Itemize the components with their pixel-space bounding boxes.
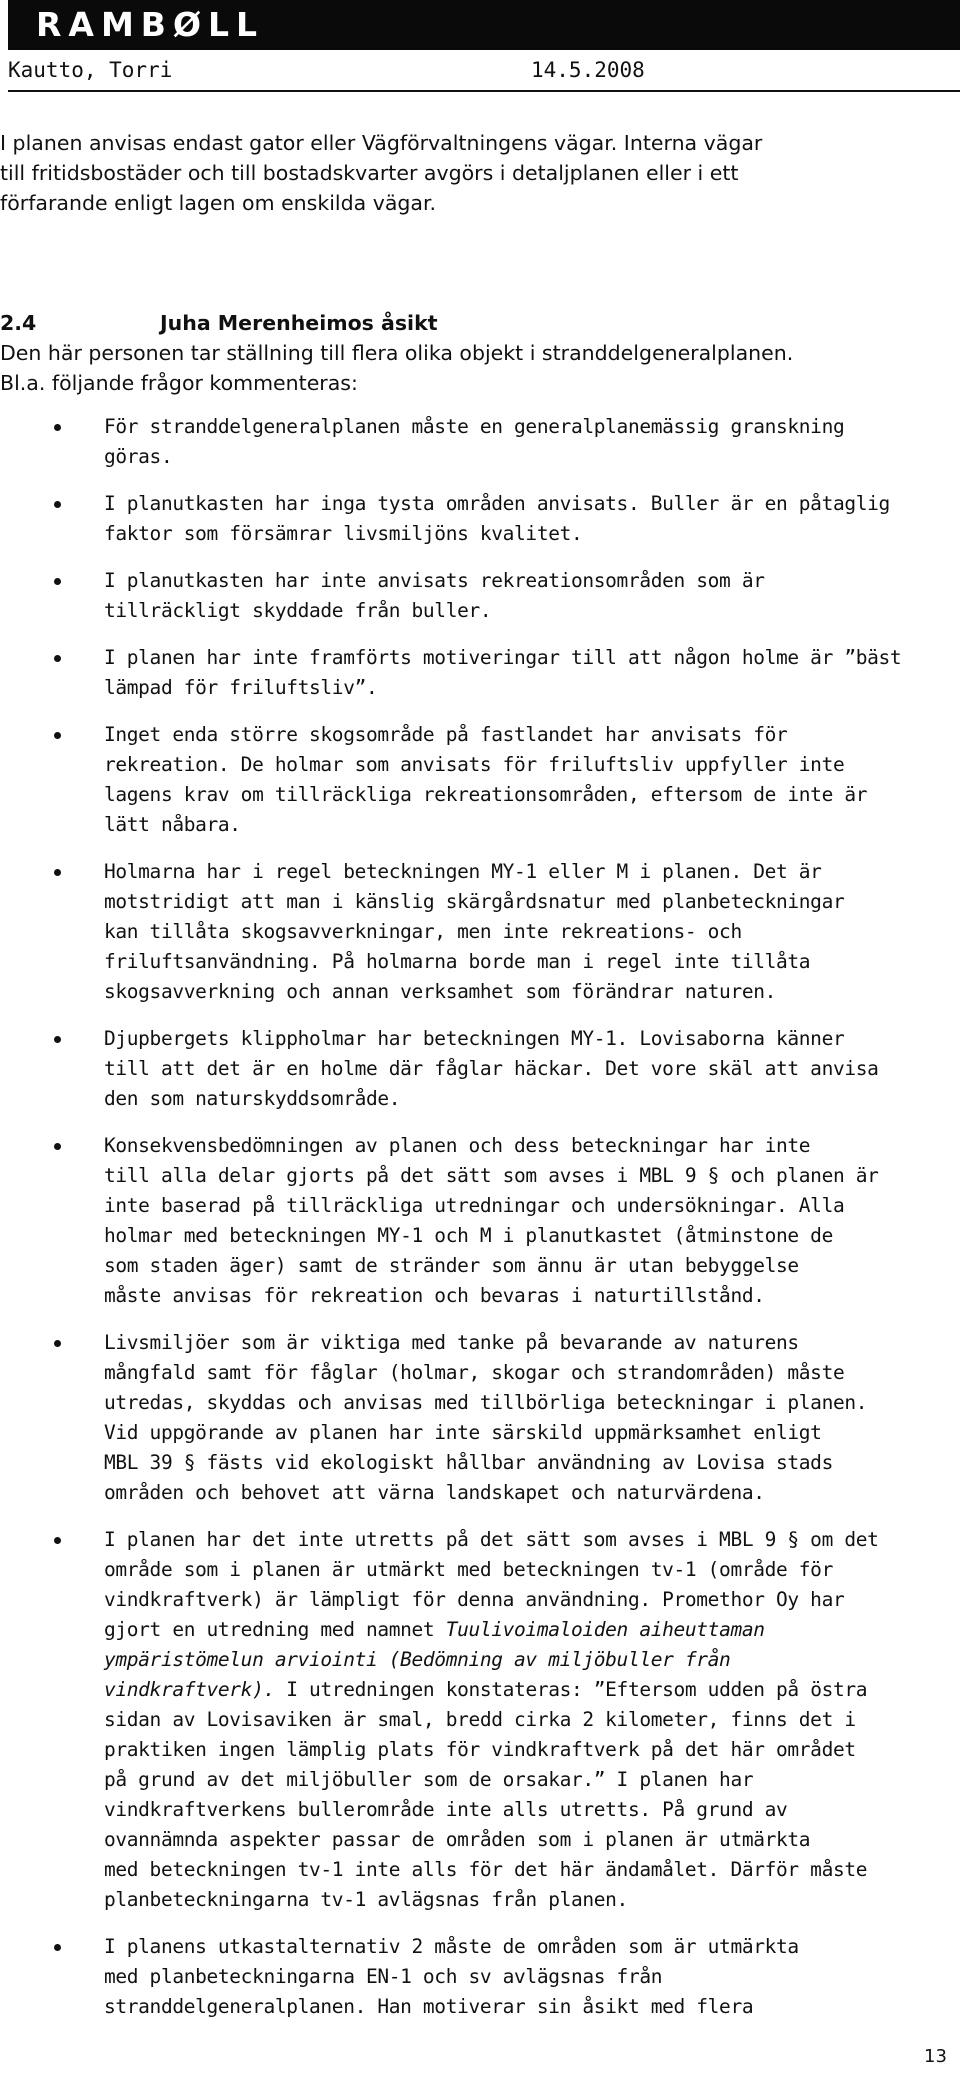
list-item-text: I planens utkastalternativ 2 måste de områden som är utmärkta med planbeteckningarna EN-1 och sv avlägsnas från stranddelgeneralplanen. Han motiverar sin åsikt med flera [104, 1935, 799, 2018]
header-author: Kautto, Torri [8, 58, 173, 82]
section-number: 2.4 [0, 311, 37, 335]
bullet-icon [54, 1537, 61, 1544]
list-item [0, 1932, 960, 2022]
list-item-text-vindkraft [104, 1525, 960, 1915]
list-item-text: I planen har inte framförts motiveringar till att någon holme är ”bäst lämpad för friluftsliv”. [104, 646, 902, 699]
list-item-text: Inget enda större skogsområde på fastlandet har anvisats för rekreation. De holmar som anvisats för friluftsliv uppfyller inte lagens krav om tillräckliga rekreationsområden, eftersom de inte är lätt nåbara. [104, 723, 868, 836]
list-item [0, 857, 960, 1007]
bullet-icon [54, 1944, 61, 1951]
page-header [8, 0, 960, 95]
intro-paragraph: I planen anvisas endast gator eller Vägförvaltningens vägar. Interna vägar till fritidsbostäder och till bostadskvarter avgörs i detaljplanen eller i ett förfarande enligt lagen om enskilda vägar. [0, 131, 763, 215]
list-item [0, 1024, 960, 1114]
bullet-icon [54, 1143, 61, 1150]
list-item-text: I planutkasten har inga tysta områden anvisats. Buller är en påtaglig faktor som försämrar livsmiljöns kvalitet. [104, 492, 890, 545]
section-title: Juha Merenheimos åsikt [160, 311, 438, 335]
bullet-icon [54, 869, 61, 876]
ramboll-logo-bar [8, 0, 960, 50]
list-item [0, 1131, 960, 1311]
vindkraft-text-part1: I planen har det inte utretts på det sätt som avses i MBL 9 § om det område som i planen är utmärkt med beteckningen tv-1 (område för vindkraftverk) är lämpligt för denna användning. Promethor Oy har gjort en utredning med namnet [104, 1528, 879, 1641]
header-divider [8, 90, 960, 92]
document-body [0, 128, 960, 2039]
bullet-icon [54, 1036, 61, 1043]
bullet-icon [54, 655, 61, 662]
list-item [0, 1328, 960, 1508]
lead-paragraph: Den här personen tar ställning till flera olika objekt i stranddelgeneralplanen. Bl.a. följande frågor kommenteras: [0, 341, 794, 395]
comment-list [0, 412, 960, 2022]
list-item [0, 1525, 960, 1915]
list-item [0, 566, 960, 626]
header-date: 14.5.2008 [531, 58, 645, 82]
list-item-text: Holmarna har i regel beteckningen MY-1 eller M i planen. Det är motstridigt att man i känslig skärgårdsnatur med planbeteckningar kan tillåta skogsavverkningar, men inte rekreations- och friluftsanvändning. På holmarna borde man i regel inte tillåta skogsavverkning och annan verksamhet som förändrar naturen. [104, 860, 845, 1003]
bullet-icon [54, 578, 61, 585]
bullet-icon [54, 732, 61, 739]
bullet-icon [54, 1340, 61, 1347]
list-item-text: Livsmiljöer som är viktiga med tanke på bevarande av naturens mångfald samt för fåglar (holmar, skogar och strandområden) måste utredas, skyddas och anvisas med tillbörliga beteckningar i planen. Vid uppgörande av planen har inte särskild uppmärksamhet enligt MBL 39 § fästs vid ekologiskt hållbar användning av Lovisa stads områden och behovet att värna landskapet och naturvärdena. [104, 1331, 868, 1504]
list-item-text: Djupbergets klippholmar har beteckningen MY-1. Lovisaborna känner till att det är en holme där fåglar häckar. Det vore skäl att anvisa den som naturskyddsområde. [104, 1027, 879, 1110]
bullet-icon [54, 501, 61, 508]
list-item [0, 643, 960, 703]
report-title-italic: Tuulivoimaloiden aiheuttaman ympäristömelun arviointi (Bedömning av miljöbuller från vindkraftverk). [104, 1618, 765, 1701]
ramboll-logo: RAMBØLL [36, 5, 265, 44]
page-number: 13 [924, 2046, 947, 2067]
list-item [0, 489, 960, 549]
bullet-icon [54, 424, 61, 431]
list-item [0, 412, 960, 472]
list-item [0, 720, 960, 840]
list-item-text: Konsekvensbedömningen av planen och dess beteckningar har inte till alla delar gjorts på det sätt som avses i MBL 9 § och planen är inte baserad på tillräckliga utredningar och undersökningar. Alla holmar med beteckningen MY-1 och M i planutkastet (åtminstone de som staden äger) samt de stränder som ännu är utan bebyggelse måste anvisas för rekreation och bevaras i naturtillstånd. [104, 1134, 879, 1307]
vindkraft-text-part2: I utredningen konstateras: ”Eftersom udden på östra sidan av Lovisaviken är smal, bredd cirka 2 kilometer, finns det i praktiken ingen lämplig plats för vindkraftverk på det här området på grund av det miljöbuller som de orsakar.” I planen har vindkraftverkens bullerområde inte alls utretts. På grund av ovannämnda aspekter passar de områden som i planen är utmärkta med beteckningen tv-1 inte alls för det här ändamålet. Därför måste planbeteckningarna tv-1 avlägsnas från planen. [104, 1678, 868, 1911]
list-item-text: För stranddelgeneralplanen måste en generalplanemässig granskning göras. [104, 415, 845, 468]
list-item-text: I planutkasten har inte anvisats rekreationsområden som är tillräckligt skyddade från buller. [104, 569, 765, 622]
section-heading [0, 308, 960, 338]
